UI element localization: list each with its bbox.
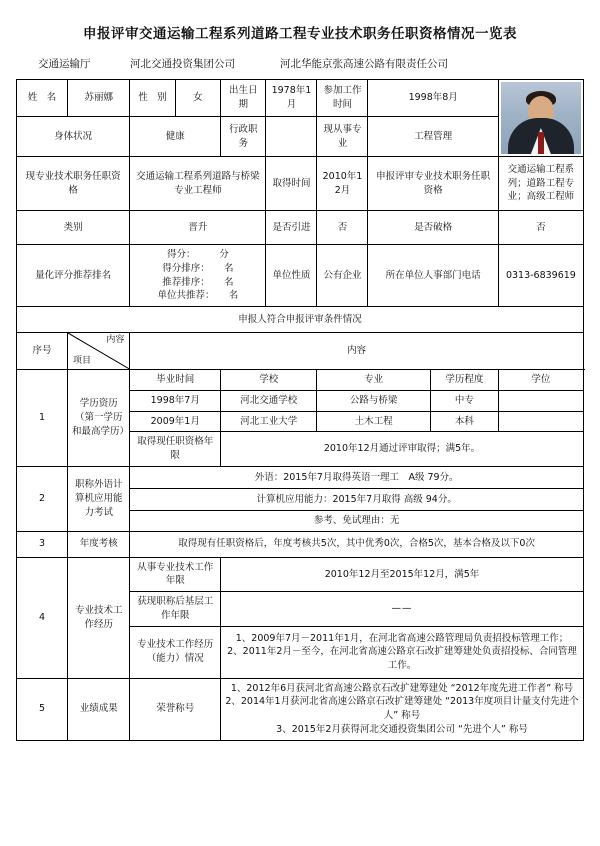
major-value: 工程管理	[368, 117, 498, 157]
table-row-basic	[17, 80, 584, 117]
admin-value	[266, 117, 317, 157]
score-line-0: 得分： 分	[167, 249, 229, 260]
edu-col-0: 毕业时间	[130, 370, 221, 391]
perf-lines	[221, 678, 584, 740]
edu-col-3: 学历程度	[430, 370, 498, 391]
unit-nature-value: 公有企业	[317, 245, 368, 307]
phone-label: 所在单位人事部门电话	[368, 245, 498, 307]
table-row-score	[17, 245, 584, 307]
exp-sub1-value: 2010年12月至2015年12月，满5年	[221, 557, 584, 592]
gender-value: 女	[175, 80, 220, 117]
applicant-photo	[501, 82, 581, 154]
current-label: 现专业技术职务任职资格	[17, 157, 130, 211]
name-label: 姓 名	[17, 80, 68, 117]
perf-line-2: 3、2015年2月获得河北交通投资集团公司 “先进个人” 称号	[276, 724, 528, 736]
lang-no: 2	[17, 466, 68, 531]
edu-r1-c2: 土木工程	[317, 411, 430, 432]
exp-sub2-value: ——	[221, 592, 584, 627]
table-row-lang-0	[17, 466, 584, 488]
health-label: 身体状况	[17, 117, 130, 157]
current-value: 交通运输工程系列道路与桥梁专业工程师	[130, 157, 266, 211]
edu-r1-c3: 本科	[430, 411, 498, 432]
edu-label: 学历资历（第一学历和最高学历）	[68, 370, 130, 467]
score-lines	[130, 245, 266, 307]
org-unit: 河北华能京张高速公路有限责任公司	[280, 58, 448, 70]
table-row-header	[17, 333, 584, 370]
name-value: 苏丽娜	[68, 80, 130, 117]
exp-sub3-lines	[221, 626, 584, 678]
exp-sub2-label: 获现职称后基层工作年限	[130, 592, 221, 627]
lang-line-2: 参考、免试理由：无	[130, 510, 584, 531]
condition-band: 申报人符合申报评审条件情况	[17, 307, 584, 333]
break-value: 否	[498, 211, 583, 245]
type-value: 晋升	[130, 211, 266, 245]
major-label: 现从事专业	[317, 117, 368, 157]
score-line-3: 单位共推荐： 名	[157, 290, 239, 302]
edu-r1-c0: 2009年1月	[130, 411, 221, 432]
edu-r0-c2: 公路与桥梁	[317, 390, 430, 411]
org-company: 河北交通投资集团公司	[130, 58, 235, 70]
edu-r0-c0: 1998年7月	[130, 390, 221, 411]
table-row-perf	[17, 678, 584, 740]
get-time-label: 取得时间	[266, 157, 317, 211]
edu-r0-c3: 中专	[430, 390, 498, 411]
edu-col-4: 学位	[498, 370, 583, 391]
exp-label: 专业技术工作经历	[68, 557, 130, 678]
unit-nature-label: 单位性质	[266, 245, 317, 307]
work-label: 参加工作时间	[317, 80, 368, 117]
perf-line-1: 2、2014年1月获河北省高速公路京石改扩建筹建处 “2013年度项目计量支付先进个人” 称号	[225, 696, 579, 722]
header-diagonal-cell	[68, 333, 130, 370]
table-row-annual	[17, 531, 584, 557]
edu-col-1: 学校	[221, 370, 317, 391]
edu-r1-c4	[498, 411, 583, 432]
perf-no: 5	[17, 678, 68, 740]
gender-label: 性 别	[130, 80, 175, 117]
annual-value: 取得现有任职资格后，年度考核共5次，其中优秀0次，合格5次，基本合格及以下0次	[130, 531, 584, 557]
apply-label: 申报评审专业技术职务任职资格	[368, 157, 498, 211]
main-table	[16, 79, 584, 741]
intro-value: 否	[317, 211, 368, 245]
exp-sub3-line-0: 1、2009年7月－2011年1月，在河北省高速公路管理局负责招投标管理工作；	[235, 632, 569, 644]
page-title: 申报评审交通运输工程系列道路工程专业技术职务任职资格情况一览表	[83, 26, 517, 42]
score-line-1: 得分排序： 名	[162, 262, 234, 274]
lang-line-0: 外语：2015年7月取得英语一理工 A级 79分。	[130, 466, 584, 488]
edu-r0-c1: 河北交通学校	[221, 390, 317, 411]
birth-label: 出生日期	[221, 80, 266, 117]
edu-tenure-label: 取得现任职资格年限	[130, 432, 221, 467]
table-row-edu-head	[17, 370, 584, 391]
table-row-type	[17, 211, 584, 245]
header-content: 内容	[130, 333, 584, 370]
break-label: 是否破格	[368, 211, 498, 245]
health-value: 健康	[130, 117, 221, 157]
annual-no: 3	[17, 531, 68, 557]
exp-sub3-line-1: 2、2011年2月－至今，在河北省高速公路京石改扩建筹建处负责招投标、合同管理工作。	[227, 646, 577, 672]
edu-col-2: 专业	[317, 370, 430, 391]
annual-label: 年度考核	[68, 531, 130, 557]
phone-value: 0313-6839619	[498, 245, 583, 307]
edu-r1-c1: 河北工业大学	[221, 411, 317, 432]
score-line-2: 推荐排序： 名	[162, 276, 234, 288]
exp-no: 4	[17, 557, 68, 678]
edu-tenure-value: 2010年12月通过评审取得；满5年。	[221, 432, 584, 467]
score-label: 量化评分推荐排名	[17, 245, 130, 307]
perf-label: 业绩成果	[68, 678, 130, 740]
header-seq: 序号	[17, 333, 68, 370]
photo-tie	[538, 132, 544, 154]
photo-cell	[498, 80, 583, 157]
admin-label: 行政职务	[221, 117, 266, 157]
table-row-current	[17, 157, 584, 211]
edu-no: 1	[17, 370, 68, 467]
org-dept: 交通运输厅	[38, 58, 91, 70]
header-diag-top: 内容	[106, 335, 125, 346]
lang-label: 职称外语计算机应用能力考试	[68, 466, 130, 531]
exp-sub1-label: 从事专业技术工作年限	[130, 557, 221, 592]
table-row-condition-band	[17, 307, 584, 333]
lang-line-1: 计算机应用能力：2015年7月取得 高级 94分。	[130, 488, 584, 510]
table-row-exp-0	[17, 557, 584, 592]
header-diag-bottom: 项目	[73, 356, 92, 367]
perf-sub-label: 荣誉称号	[130, 678, 221, 740]
exp-sub3-label: 专业技术工作经历（能力）情况	[130, 626, 221, 678]
intro-label: 是否引进	[266, 211, 317, 245]
type-label: 类别	[17, 211, 130, 245]
work-value: 1998年8月	[368, 80, 498, 117]
perf-line-0: 1、2012年6月获河北省高速公路京石改扩建筹建处 “2012年度先进工作者” 称号	[230, 682, 574, 694]
edu-r0-c4	[498, 390, 583, 411]
birth-value: 1978年1月	[266, 80, 317, 117]
org-line	[16, 56, 584, 79]
apply-value: 交通运输工程系列；道路工程专业；高级工程师	[498, 157, 583, 211]
get-time-value: 2010年12月	[317, 157, 368, 211]
